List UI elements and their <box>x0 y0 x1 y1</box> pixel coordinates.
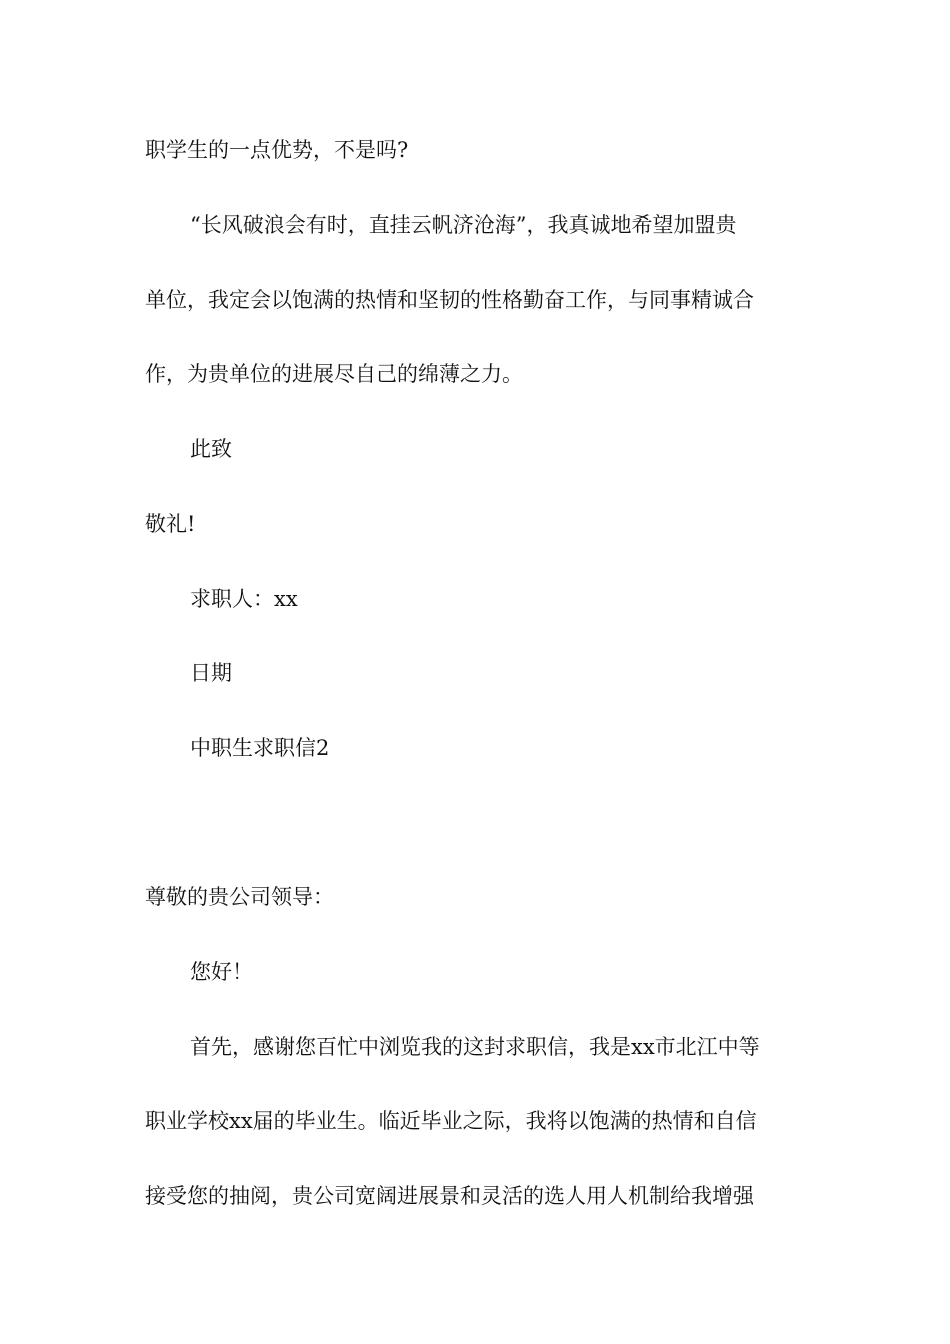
text-line-4: 作，为贵单位的进展尽自己的绵薄之力。 <box>145 362 523 386</box>
applicant-signature: 求职人：xx <box>190 587 298 611</box>
date-label: 日期 <box>190 661 232 685</box>
text-line-13: 职业学校xx届的毕业生。临近毕业之际，我将以饱满的热情和自信 <box>145 1109 757 1133</box>
text-line-12: 首先，感谢您百忙中浏览我的这封求职信，我是xx市北江中等 <box>190 1035 760 1059</box>
greeting-hello: 您好！ <box>190 960 253 984</box>
closing-respect: 敬礼! <box>145 512 196 536</box>
text-line-1: 职学生的一点优势，不是吗? <box>145 138 409 162</box>
greeting-recipient: 尊敬的贵公司领导： <box>145 885 334 909</box>
text-line-3: 单位，我定会以饱满的热情和坚韧的性格勤奋工作，与同事精诚合 <box>145 288 754 312</box>
text-line-14: 接受您的抽阅，贵公司宽阔进展景和灵活的选人用人机制给我增强 <box>145 1184 754 1208</box>
section-title: 中职生求职信2 <box>190 736 330 760</box>
closing-salutation: 此致 <box>190 437 232 461</box>
text-line-2: “长风破浪会有时，直挂云帆济沧海”，我真诚地希望加盟贵 <box>190 213 737 237</box>
